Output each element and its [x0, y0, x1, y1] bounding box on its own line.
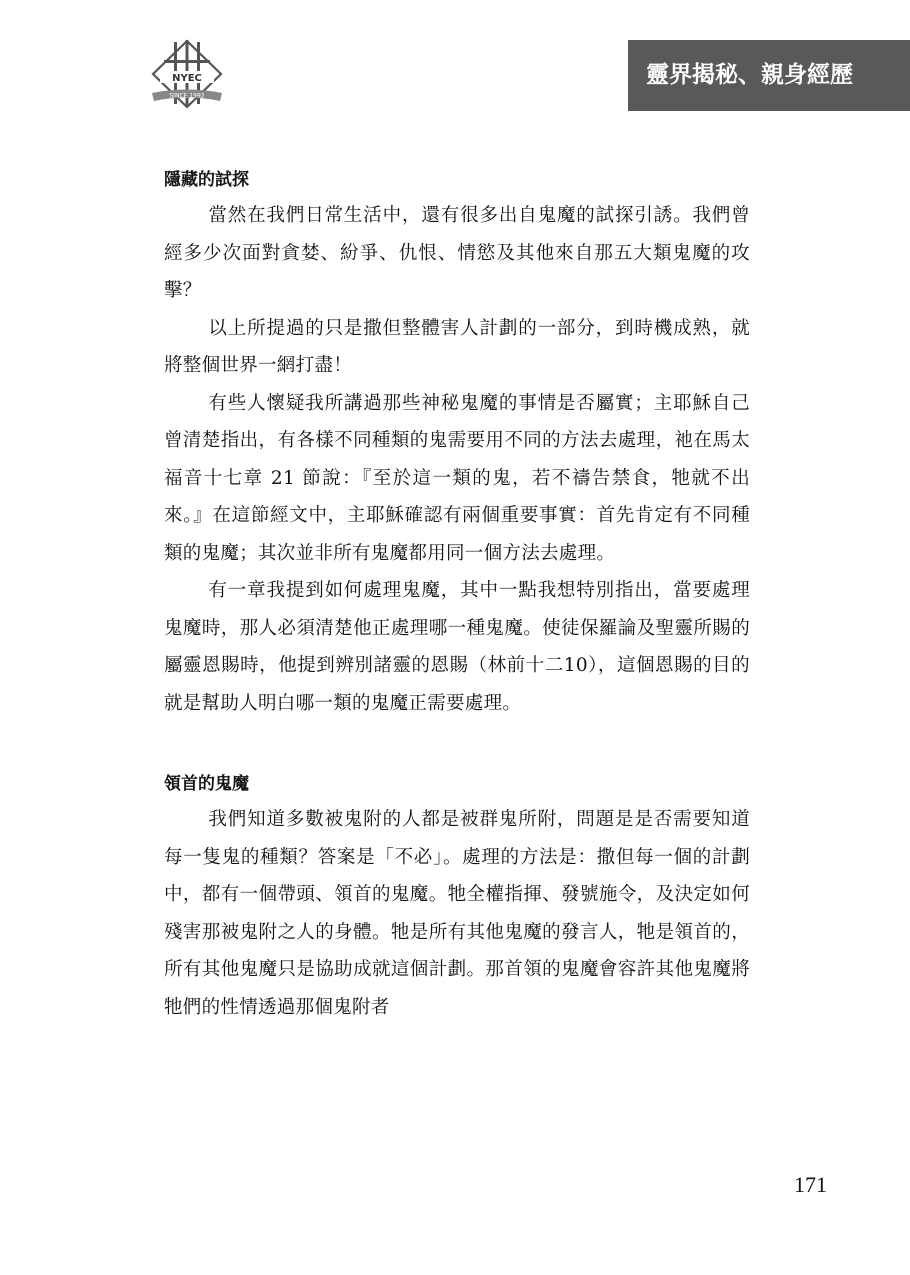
paragraph: 我們知道多數被鬼附的人都是被群鬼所附，問題是是否需要知道每一隻鬼的種類？答案是「不必」。處理的方法是：撒但每一個的計劃中，都有一個帶頭、領首的鬼魔。牠全權指揮、發號施令，及決定如何殘害那被鬼附之人的身體。牠是所有其他鬼魔的發言人，牠是領首的，所有其他鬼魔只是協助成就這個計劃。那首領的鬼魔會容許其他鬼魔將牠們的性情透過那個鬼附者: [164, 809, 750, 1018]
section-heading: 領首的鬼魔: [164, 774, 249, 794]
logo-text: NYEC: [172, 73, 202, 84]
publisher-logo: [150, 38, 224, 110]
paragraph: 有一章我提到如何處理鬼魔，其中一點我想特別指出，當要處理鬼魔時，那人必須清楚他正處理哪一種鬼魔。使徒保羅論及聖靈所賜的屬靈恩賜時，他提到辨別諸靈的恩賜（林前十二10），這個恩賜的目的就是幫助人明白哪一類的鬼魔正需要處理。: [164, 580, 750, 714]
page-content: [164, 163, 750, 1026]
logo-ribbon: SINCE 1992: [169, 92, 205, 100]
chapter-title-tab: [628, 40, 910, 111]
chapter-title: 靈界揭秘、親身經歷: [646, 62, 853, 88]
paragraph: 當然在我們日常生活中，還有很多出自鬼魔的試探引誘。我們曾經多少次面對貪婪、紛爭、仇恨、情慾及其他來自那五大類鬼魔的攻擊？: [164, 205, 750, 301]
page-number: 171: [794, 1172, 827, 1197]
section-spacer: [164, 722, 750, 767]
cross-emblem-icon: [150, 38, 224, 110]
paragraph: 以上所提過的只是撒但整體害人計劃的一部分，到時機成熟，就將整個世界一網打盡！: [164, 317, 750, 376]
paragraph: 有些人懷疑我所講過那些神秘鬼魔的事情是否屬實；主耶穌自己曾清楚指出，有各樣不同種類的鬼需要用不同的方法去處理，祂在馬太福音十七章 21 節說：『至於這一類的鬼，若不禱告禁食，牠就不出來。』在這節經文中，主耶穌確認有兩個重要事實：首先肯定有不同種類的鬼魔；其次並非所有鬼魔都用同一個方法去處理。: [164, 392, 750, 564]
section-heading: 隱藏的試探: [164, 170, 249, 190]
